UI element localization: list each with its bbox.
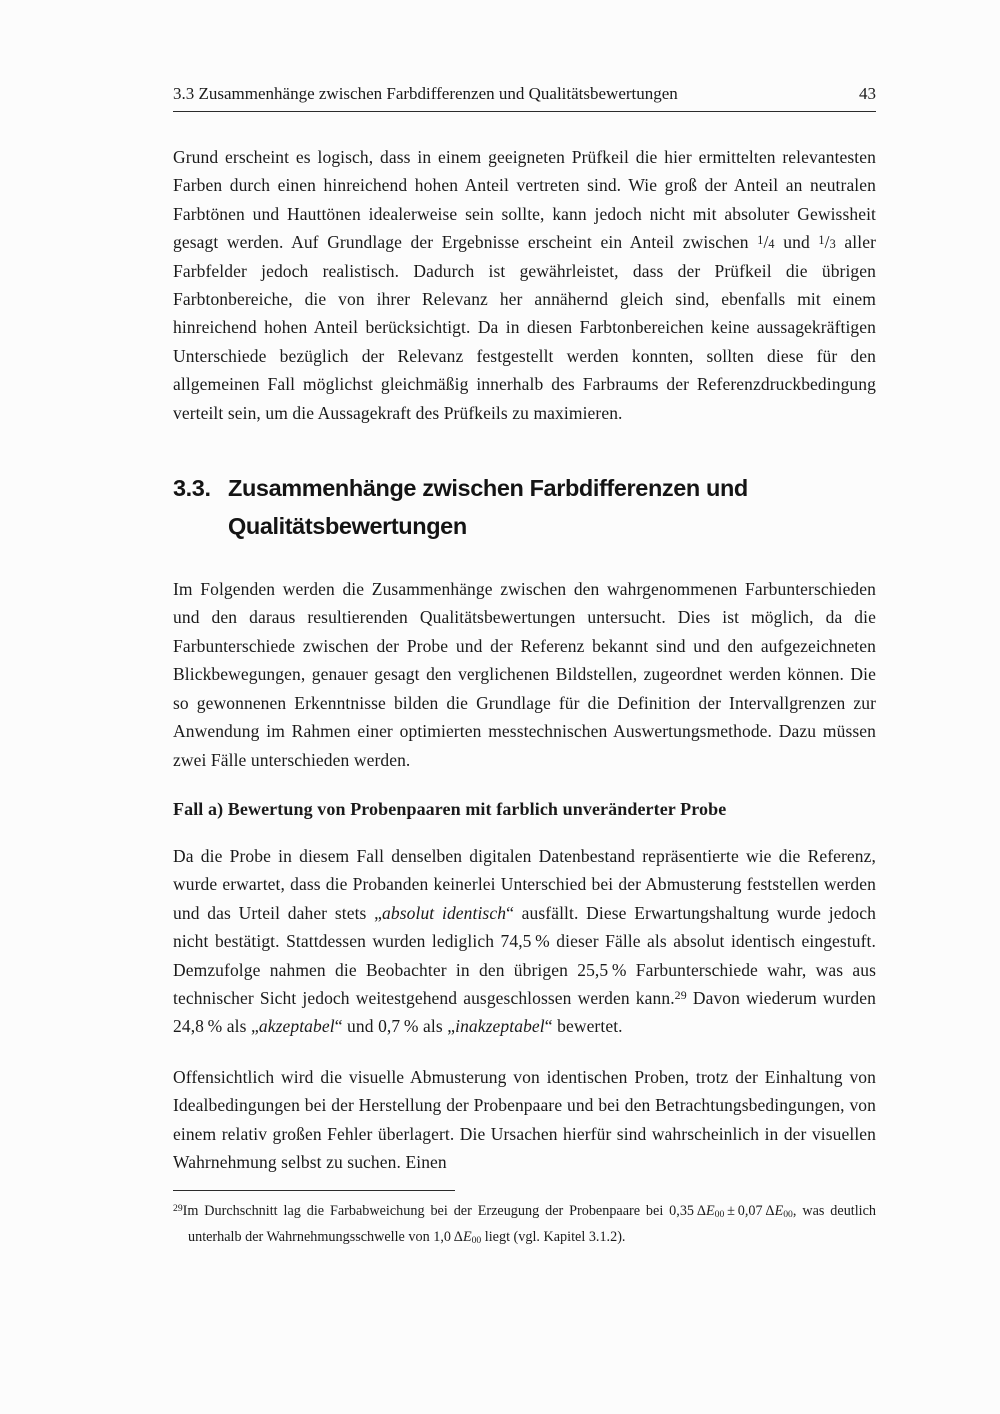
page-header [173, 84, 876, 112]
section-intro-paragraph: Im Folgenden werden die Zusammenhänge zwischen den wahrgenommenen Farbunterschieden und den daraus resultierenden Qualitätsbewertungen untersucht. Dies ist möglich, da die Farbunterschiede zwischen der Probe und der Referenz bekannt sind und den aufgezeichneten Blickbewegungen, genauer gesagt den verglichenen Bildstellen, zugeordnet werden können. Die so gewonnenen Erkenntnisse bilden die Grundlage für die Definition der Intervallgrenzen zur Anwendung im Rahmen einer optimierten messtechnischen Auswertungsmethode. Dazu müssen zwei Fälle unterschieden werden. [173, 579, 881, 770]
footnote-marker: 29 [173, 1203, 183, 1215]
running-head-title: 3.3 Zusammenhänge zwischen Farbdifferenzen und Qualitätsbewertungen [173, 84, 678, 103]
case-a-paragraph-1: Da die Probe in diesem Fall denselben digitalen Datenbestand repräsentierte wie die Referenz, wurde erwartet, dass die Probanden keinerlei Unterschied bei der Abmusterung feststellen werden und das Urteil daher stets „absolut identisch“ ausfällt. Diese Erwartungshaltung wurde jedoch nicht bestätigt. Stattdessen wurden lediglich 74,5 % dieser Fälle als absolut identisch eingestuft. Demzufolge nahmen die Beobachter in den übrigen 25,5 % Farbunterschiede wahr, was aus technischer Sicht jedoch weitestgehend ausgeschlossen werden kann.$^{29}$ Davon wiederum wurden 24,8 % als „akzeptabel“ und 0,7 % als „inakzeptabel“ bewertet. [173, 845, 881, 1037]
page-number: 43 [859, 84, 876, 103]
section-title: Zusammenhänge zwischen Farbdifferenzen und Qualitätsbewertungen [228, 475, 748, 540]
case-a-paragraph-2: Offensichtlich wird die visuelle Abmusterung von identischen Proben, trotz der Einhaltung von Idealbedingungen bei der Herstellung der Probenpaare und bei den Betrachtungsbedingungen, von einem relativ großen Fehler überlagert. Die Ursachen hierfür sind wahrscheinlich in der visuellen Wahrnehmung selbst zu suchen. Einen [173, 1066, 881, 1172]
case-a-heading: Fall a) Bewertung von Probenpaaren mit farblich unveränderter Probe [173, 798, 727, 819]
footnote-block [173, 1190, 880, 1250]
footnote-text: Im Durchschnitt lag die Farbabweichung bei der Erzeugung der Probenpaare bei 0,35 ΔE00 ± 0,07 ΔE00, was deutlich unterhalb der Wahrnehmungsschwelle von 1,0 ΔE00 liegt (vgl. Kapitel 3.1.2). [182, 1203, 880, 1247]
footnote [173, 1198, 880, 1250]
running-head-row [173, 84, 876, 104]
intro-paragraph: Grund erscheint es logisch, dass in einem geeigneten Prüfkeil die hier ermittelten relevantesten Farben durch einen hinreichend hohen Anteil vertreten sind. Wie groß der Anteil an neutralen Farbtönen und Hauttönen idealerweise sein sollte, kann jedoch nicht mit absoluter Gewissheit gesagt werden. Auf Grundlage der Ergebnisse erscheint ein Anteil zwischen $^1$/4 und $^1$/3 aller Farbfelder jedoch realistisch. Dadurch ist gewährleistet, dass der Prüfkeil die übrigen Farbtonbereiche, die von ihrer Relevanz her annähernd gleich sind, ebenfalls mit einem hinreichend hohen Anteil berücksichtigt. Da in diesen Farbtonbereichen keine aussagekräftigen Unterschiede bezüglich der Relevanz festgestellt werden konnten, sollten diese für den allgemeinen Fall möglichst gleichmäßig innerhalb des Farbraums der Referenzdruckbedingung verteilt sein, um die Aussagekraft des Prüfkeils zu maximieren. [173, 147, 881, 423]
footnote-rule [173, 1190, 455, 1191]
section-heading [173, 469, 876, 545]
section-number: 3.3. [173, 475, 211, 502]
